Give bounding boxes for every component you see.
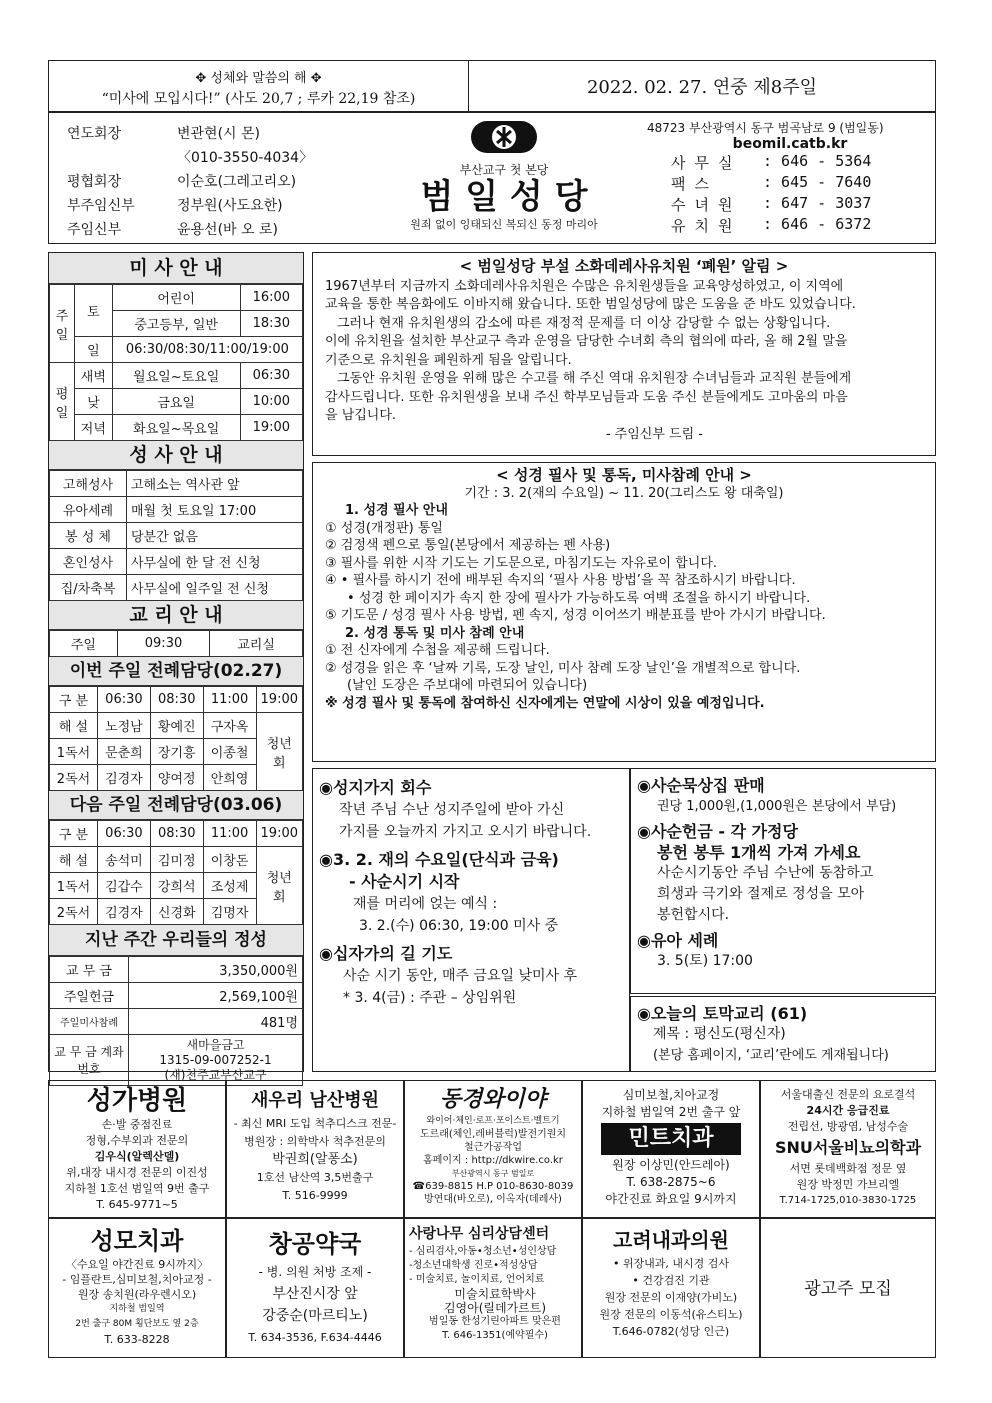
liturgy-cell: 이종철: [203, 739, 256, 765]
mass-day: 일: [75, 337, 113, 363]
sacrament-label: 봉 성 체: [50, 523, 127, 549]
notice-subtitle: - 사순시기 시작: [349, 872, 460, 891]
weekday-label: 평일: [50, 363, 75, 441]
ad-title: 성모치과: [90, 1227, 184, 1255]
sacrament-value: 매월 첫 토요일 17:00: [127, 497, 303, 523]
officer-row: [67, 147, 367, 171]
parish-name: 범 일 성 당: [420, 177, 588, 217]
notice2-footer: ※ 성경 필사 및 통독에 참여하신 신자에게는 연말에 시상이 있을 예정입니다.: [325, 695, 765, 711]
contact-block: [647, 119, 933, 236]
mass-time: 18:30: [240, 311, 302, 337]
officers-list: [67, 123, 367, 243]
ad-line: 지하철 1호선 범일역 9번 출구: [64, 1182, 210, 1195]
offering-value: 2,569,100원: [129, 983, 303, 1009]
ad-title: 성가병원: [86, 1086, 188, 1116]
notice1-sign: - 주임신부 드림 -: [605, 426, 703, 442]
ad-line: T. 646-1351(예약필수): [442, 1330, 548, 1341]
liturgy-header: 06:30: [97, 687, 150, 713]
motto-box: [49, 61, 469, 111]
ad-sungmo-dental[interactable]: [48, 1218, 226, 1358]
officer-row: [67, 171, 367, 195]
ad-line: 서면 롯데백화점 정문 옆: [789, 1162, 907, 1175]
notice2-sec1: 1. 성경 필사 안내: [345, 503, 448, 518]
ad-line: 미술치료학박사: [454, 1287, 536, 1301]
top-header: [48, 60, 936, 112]
ad-line: 박권희(알퐁소): [272, 1152, 358, 1167]
notice1-line: 감사드립니다. 또한 유치원생을 보내 주신 학부모님들과 도움 주신 분들에게도 고마움의 마음: [325, 389, 848, 405]
ad-line: - 최신 MRI 도입 척추디스크 전문-: [233, 1117, 397, 1130]
notice-line: 사순 시기 동안, 매주 금요일 낮미사 후: [343, 968, 578, 984]
notice2-item: ① 성경(개정판) 통일: [325, 520, 443, 536]
contact-tel: : 646 - 5364: [763, 152, 872, 170]
liturgy-header: 구 분: [50, 821, 98, 847]
ad-line: 야간진료 화요일 9시까지: [605, 1192, 737, 1206]
contact-row: [671, 215, 933, 236]
ad-title: 동경와이야: [439, 1087, 547, 1112]
notice2-item: ① 전 신자에게 수첩을 제공해 드립니다.: [325, 643, 550, 658]
website-link[interactable]: beomil.catb.kr: [732, 136, 848, 152]
mass-time: 19:00: [240, 415, 302, 441]
liturgy-cell: 2독서: [50, 899, 98, 925]
liturgy-cell: 문춘희: [97, 739, 150, 765]
ad-line: 범일동 한성기린아파트 맞은편: [429, 1316, 561, 1327]
ad-line: 전립선, 방광염, 남성수술: [787, 1120, 909, 1133]
kindergarten-notice: [312, 252, 936, 456]
ad-line: 원장 박정민 가브리엘: [796, 1178, 900, 1191]
doctrine-day: 주일: [50, 631, 118, 657]
notice-line: 작년 주님 수난 성지주일에 받아 가신: [339, 802, 565, 818]
officer-role: 평협회장: [67, 174, 122, 190]
mass-time: 10:00: [240, 389, 302, 415]
ad-title: 새우리 남산병원: [251, 1090, 379, 1111]
ad-line: - 병. 의원 처방 조제 -: [258, 1265, 372, 1279]
issue-date: 2022. 02. 27. 연중 제8주일: [586, 77, 818, 98]
liturgy-header: 19:00: [256, 687, 302, 713]
doctrine-time: 09:30: [117, 631, 209, 657]
ad-title: 고려내과의원: [613, 1228, 729, 1252]
contact-label: 팩 스: [671, 175, 710, 193]
contact-label: 사 무 실: [671, 154, 733, 172]
ad-line: 손·발 중점진료: [101, 1118, 173, 1131]
youth-group: 청년회: [256, 847, 302, 925]
liturgy-cell: 김명자: [203, 899, 256, 925]
notice-line: 재를 머리에 얹는 예식 :: [353, 896, 498, 912]
notice-title: ◉ 유아 세례: [637, 930, 929, 951]
ad-sungga-hospital[interactable]: [48, 1080, 226, 1218]
sacrament-value: 사무실에 한 달 전 신청: [127, 549, 303, 575]
ad-line: T.646-0782(성당 인근): [612, 1325, 730, 1338]
notice-subtitle: 봉헌 봉투 1개씩 가져 가세요: [657, 843, 861, 862]
officer-name: 윤용선(바 오 로): [177, 222, 278, 238]
contact-row: [671, 152, 933, 173]
ad-line: 지하철 범일역 2번 출구 앞: [601, 1105, 741, 1119]
ad-line: 강중순(마르티노): [262, 1308, 368, 1324]
youth-group: 청년회: [256, 713, 302, 791]
notice-title: ◉ 십자가의 길 기도: [319, 943, 623, 965]
ad-line: 원장 송치원(라우렌시오): [77, 1288, 197, 1301]
liturgy-header: 19:00: [256, 821, 302, 847]
liturgy-next-table: [49, 820, 303, 925]
ad-line: T.714-1725,010-3830-1725: [779, 1195, 917, 1206]
ad-changgong-pharmacy[interactable]: [226, 1218, 404, 1358]
ad-title: SNU서울비뇨의학과: [774, 1138, 922, 1157]
liturgy-this-table: [49, 686, 303, 791]
offering-label: 주일미사참례: [50, 1009, 129, 1035]
notice2-item: • 성경 한 페이지가 속지 한 장에 필사가 가능하도록 여백 조절을 하시기 바랍니다.: [347, 590, 811, 606]
account-holder: (재)천주교부산교구: [164, 1067, 267, 1082]
notice2-item: ③ 필사를 위한 시작 기도는 기도문으로, 마침기도는 자유로이 합니다.: [325, 555, 718, 571]
liturgy-cell: 해 설: [50, 847, 98, 873]
ad-line: 원장 이상민(안드레아): [612, 1158, 730, 1172]
liturgy-cell: 신경화: [150, 899, 203, 925]
notice2-sec2: 2. 성경 통독 및 미사 참례 안내: [345, 625, 525, 641]
liturgy-cell: 이창돈: [203, 847, 256, 873]
ad-line: 와이어·체인·로프·포이스트·벨트기: [426, 1116, 560, 1126]
offering-label: 주일헌금: [50, 983, 129, 1009]
ad-line: 심미보철,치아교정: [622, 1088, 720, 1102]
liturgy-cell: 1독서: [50, 739, 98, 765]
offering-title: 지난 주간 우리들의 정성: [49, 925, 303, 956]
notice-line: 가지를 오늘까지 가지고 오시기 바랍니다.: [339, 824, 592, 840]
sacrament-label: 혼인성사: [50, 549, 127, 575]
notice-line: 희생과 극기와 절제로 정성을 모아: [657, 886, 865, 902]
liturgy-next-title: 다음 주일 전례담당(03.06): [49, 791, 303, 820]
liturgy-cell: 송석미: [97, 847, 150, 873]
mass-time: 16:00: [240, 285, 302, 311]
mass-title: 미 사 안 내: [49, 253, 303, 284]
ad-line: T. 645-9771~5: [96, 1198, 178, 1211]
account-label: 교 무 금 계좌번호: [50, 1035, 129, 1086]
mass-name: 화요일~목요일: [112, 415, 240, 441]
liturgy-cell: 강희석: [150, 873, 203, 899]
liturgy-header: 08:30: [150, 821, 203, 847]
sacrament-value: 당분간 없음: [127, 523, 303, 549]
notice1-line: 을 남깁니다.: [325, 408, 397, 423]
ad-namsan-hospital[interactable]: [226, 1080, 404, 1218]
mass-day: 새벽: [75, 363, 113, 389]
liturgy-cell: 1독서: [50, 873, 98, 899]
doctrine-title: 교 리 안 내: [49, 601, 303, 630]
ad-line: • 건강검진 기관: [632, 1274, 710, 1287]
ad-website: 홈페이지 : http://dkwire.co.kr: [423, 1155, 563, 1166]
ad-line: T. 516-9999: [282, 1189, 348, 1202]
ad-line: T. 633-8228: [104, 1333, 170, 1346]
lower-notices-left: [312, 768, 630, 1072]
ad-line: 서울대출신 전문의 요로결석: [780, 1088, 916, 1101]
doctrine-table: [49, 630, 303, 657]
notice2-item: ② 성경을 읽은 후 ‘날짜 기록, 도장 날인, 미사 참례 도장 날인’을 개별적으로 합니다.: [325, 660, 801, 676]
liturgy-this-title: 이번 주일 전례담당(02.27): [49, 657, 303, 686]
liturgy-cell: 김미정: [150, 847, 203, 873]
motto-title: ✥ 성체와 말씀의 해 ✥: [195, 71, 322, 86]
ad-line: -청소년대학생 진로•적성상담: [409, 1260, 538, 1271]
contact-row: [671, 173, 933, 194]
notice-line: 봉헌합시다.: [657, 907, 730, 923]
notice-line: 3. 2.(수) 06:30, 19:00 미사 중: [359, 918, 559, 934]
ad-mint-dental[interactable]: [582, 1080, 760, 1218]
liturgy-cell: 김경자: [97, 899, 150, 925]
liturgy-cell: 노정남: [97, 713, 150, 739]
officer-role: 부주임신부: [67, 198, 135, 214]
officer-row: [67, 123, 367, 147]
officer-role: 연도회장: [67, 126, 122, 142]
notice2-item: (날인 도장은 주보대에 마련되어 있습니다): [347, 678, 588, 693]
notice-line: 제목 : 평신도(평신자): [653, 1026, 786, 1042]
offering-value: 3,350,000원: [129, 957, 303, 983]
ad-snu-urology[interactable]: [760, 1080, 936, 1218]
ad-sarang-counseling[interactable]: [404, 1218, 582, 1358]
officer-row: [67, 195, 367, 219]
notice-line: (본당 홈페이지, ‘교리’란에도 게재됩니다): [653, 1048, 889, 1063]
ad-recruit[interactable]: [760, 1218, 936, 1358]
mass-name: 금요일: [112, 389, 240, 415]
ad-line: 김영아(릴데가르트): [443, 1301, 547, 1315]
address: 48723 부산광역시 동구 범곡남로 9 (범일동): [647, 121, 884, 135]
sacrament-value: 사무실에 일주일 전 신청: [127, 575, 303, 601]
notice2-title: < 성경 필사 및 통독, 미사참례 안내 >: [496, 466, 752, 484]
ad-line: 정형,수부외과 전문의: [85, 1134, 189, 1147]
ad-line: 지하철 범일역: [109, 1304, 165, 1314]
ad-line: T. 638-2875~6: [626, 1175, 716, 1189]
offering-label: 교 무 금: [50, 957, 129, 983]
ad-line: - 임플란트,심미보철,치아교정 -: [62, 1273, 212, 1286]
liturgy-cell: 구자옥: [203, 713, 256, 739]
sacrament-title: 성 사 안 내: [49, 441, 303, 470]
account-number: 1315-09-007252-1: [159, 1052, 272, 1067]
liturgy-header: 08:30: [150, 687, 203, 713]
liturgy-cell: 양여정: [150, 765, 203, 791]
ad-title: 사랑나무 심리상담센터: [409, 1226, 550, 1242]
ad-line: 위,대장 내시경 전문의 이진성: [66, 1166, 208, 1179]
notice2-item: ④ • 필사를 하시기 전에 배부된 속지의 ‘필사 사용 방법’을 꼭 참조하시기 바랍니다.: [325, 573, 796, 588]
motto-quote: “미사에 모입시다!” (사도 20,7 ; 루카 22,19 참조): [101, 91, 416, 107]
ad-line: 부산진시장 앞: [272, 1286, 358, 1302]
ad-line: T. 634-3536, F.634-4446: [248, 1331, 382, 1344]
parish-logo-block: [379, 117, 629, 232]
ad-line: 원장 전문의 이재양(가비노): [604, 1291, 738, 1304]
sacrament-value: 고해소는 역사관 앞: [127, 471, 303, 497]
ad-title: 창공약국: [268, 1230, 362, 1258]
parish-subtitle: 부산교구 첫 본당: [459, 163, 549, 177]
doctrine-snippet: [630, 996, 936, 1072]
ad-line: 부산광역시 동구 범일로: [451, 1169, 535, 1178]
notice1-line: 기준으로 유치원을 폐원하게 됨을 알립니다.: [325, 352, 572, 368]
ad-title: 광고주 모집: [804, 1279, 892, 1299]
mass-table: [49, 284, 303, 441]
offering-value: 481명: [129, 1009, 303, 1035]
mass-day: 저녁: [75, 415, 113, 441]
notice-title: ◉ 오늘의 토막교리 (61): [637, 1003, 929, 1024]
notice-line: * 3. 4(금) : 주관 – 상임위원: [343, 990, 517, 1006]
liturgy-header: 06:30: [97, 821, 150, 847]
notice-title: ◉ 사순묵상집 판매: [637, 775, 929, 796]
ad-line: ☎639-8815 H.P 010-8630-8039: [412, 1181, 574, 1192]
account-bank: 새마을금고: [186, 1037, 245, 1052]
sunday-label: 주일: [50, 285, 75, 363]
officer-row: [67, 219, 367, 243]
mass-name: 어린이: [112, 285, 240, 311]
parish-tagline: 원죄 없이 잉태되신 복되신 동정 마리아: [410, 218, 598, 231]
notice2-period: 기간 : 3. 2(재의 수요일) ~ 11. 20(그리스도 왕 대축일): [464, 485, 784, 501]
ad-line: 24시간 응급진료: [806, 1104, 890, 1117]
mass-day: 낮: [75, 389, 113, 415]
mass-name: 월요일~토요일: [112, 363, 240, 389]
liturgy-header: 구 분: [50, 687, 98, 713]
officer-name: 변관현(시 몬): [177, 126, 260, 142]
ads-row-2: [48, 1218, 936, 1358]
lower-notices-right: [630, 768, 936, 994]
notice-line: 사순시기동안 주님 수난에 동참하고: [657, 865, 874, 881]
ad-line: 도르래(체인,레버블럭)발전기원치: [419, 1129, 567, 1140]
notice1-line: 그동안 유치원 운영을 위해 많은 수고를 해 주신 역대 유치원장 수녀님들과 교직원 분들에게: [337, 371, 852, 386]
ad-line: 1호선 남산역 3,5번출구: [256, 1171, 374, 1184]
ad-line: - 미술치료, 놀이치료, 언어치료: [409, 1274, 545, 1285]
offering-table: [49, 956, 303, 1086]
liturgy-cell: 김갑수: [97, 873, 150, 899]
officer-name: 정부원(사도요한): [177, 198, 283, 214]
sacrament-label: 집/차축복: [50, 575, 127, 601]
contact-row: [671, 194, 933, 215]
ad-line: 원장 전문의 이동석(유스티노): [599, 1308, 743, 1321]
account-info: [129, 1035, 303, 1086]
liturgy-cell: 장기흥: [150, 739, 203, 765]
notice-title: ◉ 성지가지 회수: [319, 777, 623, 799]
notice2-item: ⑤ 기도문 / 성경 필사 사용 방법, 펜 속지, 성경 이어쓰기 배분표를 받아 가시기 바랍니다.: [325, 608, 826, 623]
contact-label: 유 치 원: [671, 217, 733, 235]
ad-line: 방연대(바오로), 이옥자(데레사): [424, 1194, 562, 1205]
notice-title: ◉ 사순헌금 - 각 가정당: [637, 821, 929, 842]
bible-notice: [312, 462, 936, 762]
left-column: [48, 252, 304, 1082]
liturgy-cell: 김경자: [97, 765, 150, 791]
ad-line: 〈수요일 야간진료 9시까지〉: [65, 1258, 209, 1271]
officer-role: 주임신부: [67, 222, 122, 238]
liturgy-cell: 황예진: [150, 713, 203, 739]
mass-name: 중고등부, 일반: [112, 311, 240, 337]
notice2-item: ② 검정색 펜으로 통일(본당에서 제공하는 펜 사용): [325, 538, 611, 553]
notice1-line: 1967년부터 지금까지 소화데레사유치원은 수많은 유치원생들을 교육양성하였고, 이 지역에: [325, 278, 844, 294]
ad-line: • 위장내과, 내시경 검사: [612, 1257, 730, 1270]
notice-line: 3. 5(토) 17:00: [657, 953, 753, 969]
liturgy-header: 11:00: [203, 687, 256, 713]
ad-line: - 심리검사,아동•청소년•성인상담: [409, 1246, 557, 1257]
notice1-line: 교육을 통한 복음화에도 이바지해 왔습니다. 또한 범일성당에 많은 도움을 준 바도 있었습니다.: [325, 297, 856, 312]
officer-name: 〈010-3550-4034〉: [177, 150, 314, 166]
doctrine-place: 교리실: [210, 631, 303, 657]
liturgy-header: 11:00: [203, 821, 256, 847]
sacrament-label: 유아세례: [50, 497, 127, 523]
contact-tel: : 646 - 6372: [763, 215, 872, 233]
notice1-line: 이에 유치원을 설치한 부산교구 측과 운영을 담당한 수녀회 측의 협의에 따라, 올 해 2월 말을: [325, 334, 848, 349]
contact-tel: : 645 - 7640: [763, 173, 872, 191]
ad-line: 2번 출구 80M 횡단보도 옆 2층: [75, 1319, 199, 1329]
notice-line: 권당 1,000원,(1,000원은 본당에서 부담): [657, 799, 897, 814]
mass-day: 토: [75, 285, 113, 337]
officer-role: [67, 147, 177, 171]
officer-name: 이순호(그레고리오): [177, 174, 297, 190]
sacrament-label: 고해성사: [50, 471, 127, 497]
notice1-title: < 범일성당 부설 소화데레사유치원 ‘폐원’ 알림 >: [459, 257, 789, 275]
sacrament-table: [49, 470, 303, 601]
liturgy-cell: 2독서: [50, 765, 98, 791]
contact-label: 수 녀 원: [671, 196, 733, 214]
ad-dongkyung-wire[interactable]: [404, 1080, 582, 1218]
mass-time: 06:30: [240, 363, 302, 389]
chi-rho-logo-icon: [469, 117, 539, 157]
ad-line: 병원장 : 의학박사 척추전문의: [244, 1135, 386, 1148]
notice-title: ◉ 3. 2. 재의 수요일(단식과 금육): [319, 849, 623, 871]
liturgy-cell: 조성제: [203, 873, 256, 899]
ad-korea-clinic[interactable]: [582, 1218, 760, 1358]
ad-title: 민트치과: [601, 1123, 741, 1155]
liturgy-cell: 안희영: [203, 765, 256, 791]
contact-tel: : 647 - 3037: [763, 194, 872, 212]
info-band: [48, 112, 936, 244]
ads-row-1: [48, 1080, 936, 1218]
notice1-line: 그러나 현재 유치원생의 감소에 따른 재정적 문제를 더 이상 감당할 수 없는 상황입니다.: [337, 315, 831, 331]
liturgy-cell: 해 설: [50, 713, 98, 739]
mass-name: 06:30/08:30/11:00/19:00: [112, 337, 302, 363]
ad-line: 김우식(알렉산델): [94, 1150, 180, 1163]
ad-line: 철근가공작업: [464, 1142, 522, 1153]
